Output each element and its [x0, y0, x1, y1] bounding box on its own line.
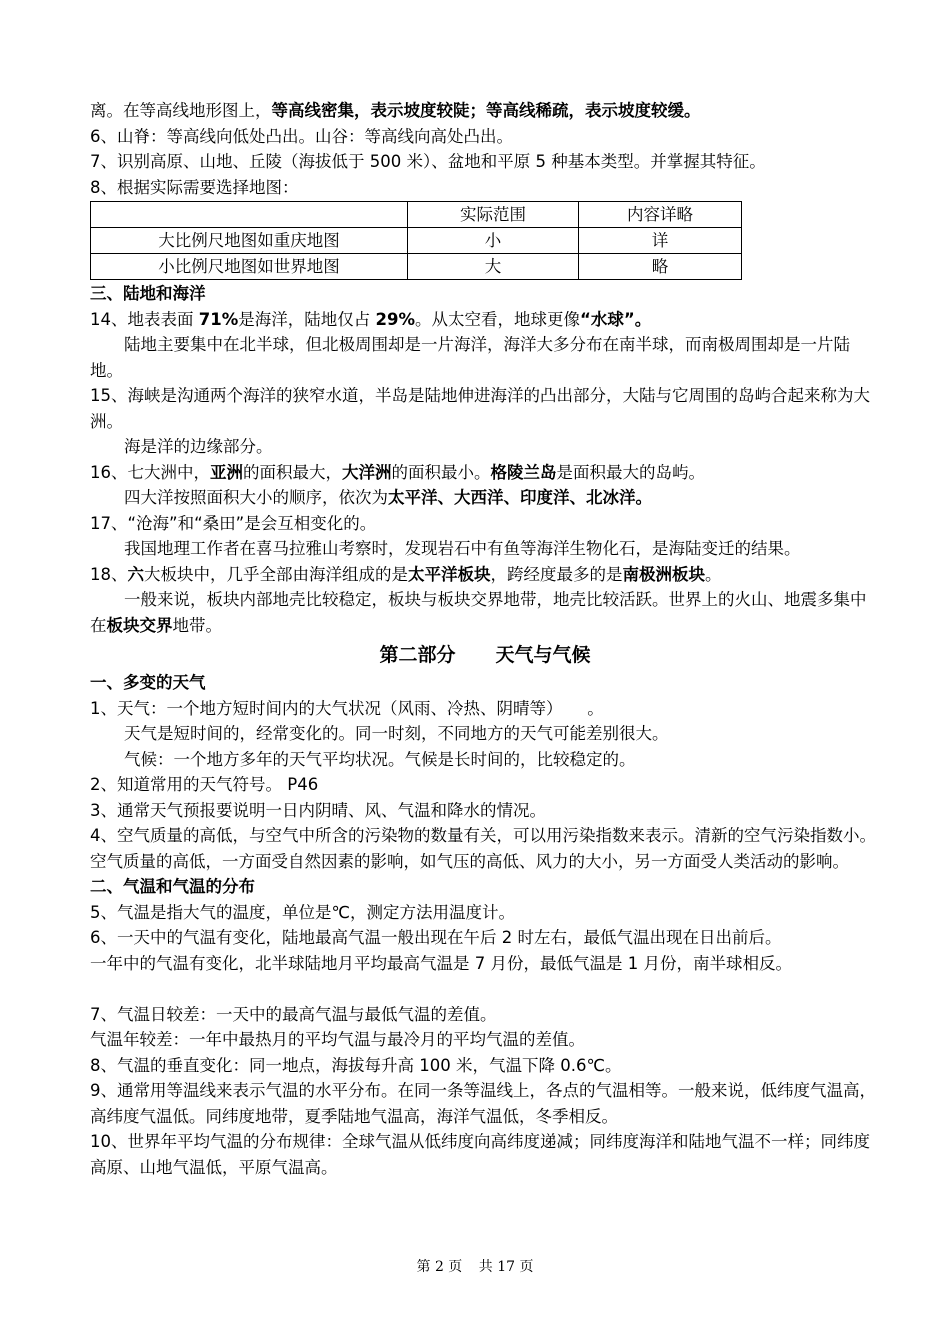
paragraph: 离。在等高线地形图上，等高线密集，表示坡度较陡；等高线稀疏，表示坡度较缓。: [90, 101, 701, 120]
table-cell: 大: [408, 254, 579, 280]
paragraph: 9、通常用等温线来表示气温的水平分布。在同一条等温线上，各点的气温相等。一般来说，低纬度气温高，高纬度气温低。同纬度地带，夏季陆地气温高，海洋气温低，冬季相反。: [90, 1081, 876, 1126]
paragraph: 陆地主要集中在北半球，但北极周围却是一片海洋，海洋大多分布在南半球，而南极周围却是一片陆地。: [90, 335, 850, 380]
part-title: 第二部分 天气与气候: [379, 644, 591, 666]
table-cell: 小比例尺地图如世界地图: [91, 254, 408, 280]
table-header-cell: 实际范围: [408, 202, 579, 228]
document-body: [90, 98, 880, 1180]
paragraph: 10、世界年平均气温的分布规律：全球气温从低纬度向高纬度递减；同纬度海洋和陆地气温不一样；同纬度高原、山地气温低，平原气温高。: [90, 1132, 870, 1177]
table-header-row: [91, 202, 742, 228]
paragraph: 海是洋的边缘部分。: [124, 437, 273, 456]
section-heading: 一、多变的天气: [90, 673, 206, 692]
section-heading: 二、气温和气温的分布: [90, 877, 255, 896]
paragraph: 一般来说，板块内部地壳比较稳定，板块与板块交界地带，地壳比较活跃。世界上的火山、地震多集中在板块交界地带。: [90, 590, 867, 635]
paragraph: 一年中的气温有变化，北半球陆地月平均最高气温是 7 月份，最低气温是 1 月份，南半球相反。: [90, 953, 792, 973]
blank-line: [90, 976, 880, 1002]
paragraph: 16、七大洲中，亚洲的面积最大，大洋洲的面积最小。格陵兰岛是面积最大的岛屿。: [90, 462, 705, 482]
paragraph: 14、地表表面 71%是海洋，陆地仅占 29%。从太空看，地球更像“水球”。: [90, 309, 652, 329]
paragraph: 5、气温是指大气的温度，单位是℃，测定方法用温度计。: [90, 902, 516, 922]
map-scale-table: [90, 201, 742, 280]
paragraph: 17、“沧海”和“桑田”是会互相变化的。: [90, 513, 377, 533]
paragraph: 6、山脊：等高线向低处凸出。山谷：等高线向高处凸出。: [90, 126, 513, 146]
table-row: [91, 228, 742, 254]
paragraph: 7、气温日较差：一天中的最高气温与最低气温的差值。: [90, 1004, 497, 1024]
section-heading: 三、陆地和海洋: [90, 284, 206, 303]
paragraph: 15、海峡是沟通两个海洋的狭窄水道，半岛是陆地伸进海洋的凸出部分，大陆与它周围的岛屿合起来称为大洲。: [90, 386, 870, 431]
paragraph: 天气是短时间的，经常变化的。同一时刻，不同地方的天气可能差别很大。: [124, 724, 669, 743]
paragraph: 3、通常天气预报要说明一日内阴晴、风、气温和降水的情况。: [90, 800, 546, 820]
table-cell: 略: [579, 254, 742, 280]
paragraph: 空气质量的高低，一方面受自然因素的影响，如气压的高低、风力的大小，另一方面受人类活动的影响。: [90, 851, 849, 871]
paragraph: 气候：一个地方多年的天气平均状况。气候是长时间的，比较稳定的。: [124, 749, 636, 769]
paragraph: 2、知道常用的天气符号。 P46: [90, 775, 319, 794]
page-footer: [0, 1256, 950, 1276]
paragraph: 7、识别高原、山地、丘陵（海拔低于 500 米）、盆地和平原 5 种基本类型。并掌握其特征。: [90, 152, 766, 171]
paragraph: 8、根据实际需要选择地图：: [90, 177, 299, 197]
paragraph: 4、空气质量的高低，与空气中所含的污染物的数量有关，可以用污染指数来表示。清新的空气污染指数小。: [90, 826, 876, 845]
paragraph: 6、一天中的气温有变化，陆地最高气温一般出现在午后 2 时左右，最低气温出现在日出前后。: [90, 928, 782, 947]
table-header-cell: [91, 202, 408, 228]
page-number: 第 2 页: [416, 1259, 463, 1275]
paragraph: 四大洋按照面积大小的顺序，依次为太平洋、大西洋、印度洋、北冰洋。: [124, 488, 652, 507]
page-total: 共 17 页: [478, 1259, 534, 1275]
paragraph: 1、天气：一个地方短时间内的大气状况（风雨、冷热、阴晴等） 。: [90, 698, 604, 718]
paragraph: 18、六大板块中，几乎全部由海洋组成的是太平洋板块，跨经度最多的是南极洲板块。: [90, 564, 722, 584]
paragraph: 气温年较差：一年中最热月的平均气温与最冷月的平均气温的差值。: [90, 1030, 585, 1049]
table-header-cell: 内容详略: [579, 202, 742, 228]
table-cell: 大比例尺地图如重庆地图: [91, 228, 408, 254]
table-cell: 小: [408, 228, 579, 254]
paragraph: 8、气温的垂直变化：同一地点，海拔每升高 100 米，气温下降 0.6℃。: [90, 1055, 622, 1075]
table-cell: 详: [579, 228, 742, 254]
paragraph: 我国地理工作者在喜马拉雅山考察时，发现岩石中有鱼等海洋生物化石，是海陆变迁的结果。: [124, 539, 801, 558]
table-row: [91, 254, 742, 280]
